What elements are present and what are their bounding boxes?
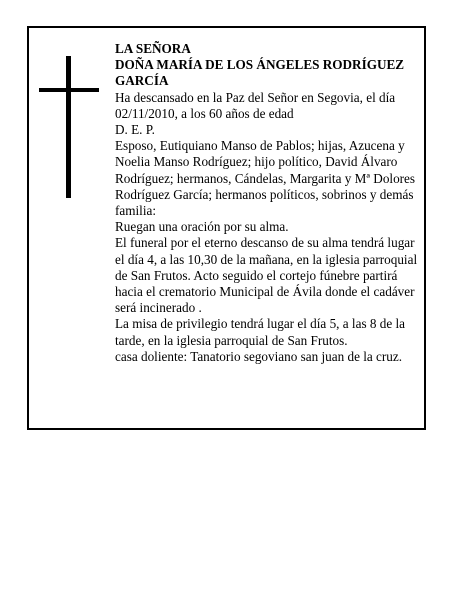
funeral-details: El funeral por el eterno descanso de su alma tendrá lugar el día 4, a las 10,30 de la mañana, en la iglesia parroquial de San Frutos. Acto seguido el cortejo fúnebre partirá hacia el crematorio Municipal de Ávila donde el cadáver será incinerado . <box>115 235 418 316</box>
notice-title: LA SEÑORA <box>115 41 191 56</box>
prayer-request: Ruegan una oración por su alma. <box>115 219 289 235</box>
passing-statement: Ha descansado en la Paz del Señor en Segovia, el día 02/11/2010, a los 60 años de edad <box>115 89 396 121</box>
mass-details: La misa de privilegio tendrá lugar el día 5, a las 8 de la tarde, en la iglesia parroquial de San Frutos. <box>115 316 406 348</box>
deceased-name: DOÑA MARÍA DE LOS ÁNGELES RODRÍGUEZ GARCÍA <box>115 57 405 89</box>
obituary-notice <box>27 26 426 430</box>
dep-line: D. E. P. <box>115 122 155 138</box>
family-list: Esposo, Eutiquiano Manso de Pablos; hijas, Azucena y Noelia Manso Rodríguez; hijo político, David Álvaro Rodríguez; hermanos, Cándelas, Margarita y Mª Dolores Rodríguez García; hermanos políticos, sobrinos y demás familia: <box>115 138 416 219</box>
obituary-text <box>115 41 420 365</box>
cross-vertical-bar <box>66 56 71 198</box>
cross-icon <box>39 56 99 198</box>
mourning-house: casa doliente: Tanatorio segoviano san juan de la cruz. <box>115 348 403 364</box>
cross-horizontal-bar <box>39 88 99 92</box>
